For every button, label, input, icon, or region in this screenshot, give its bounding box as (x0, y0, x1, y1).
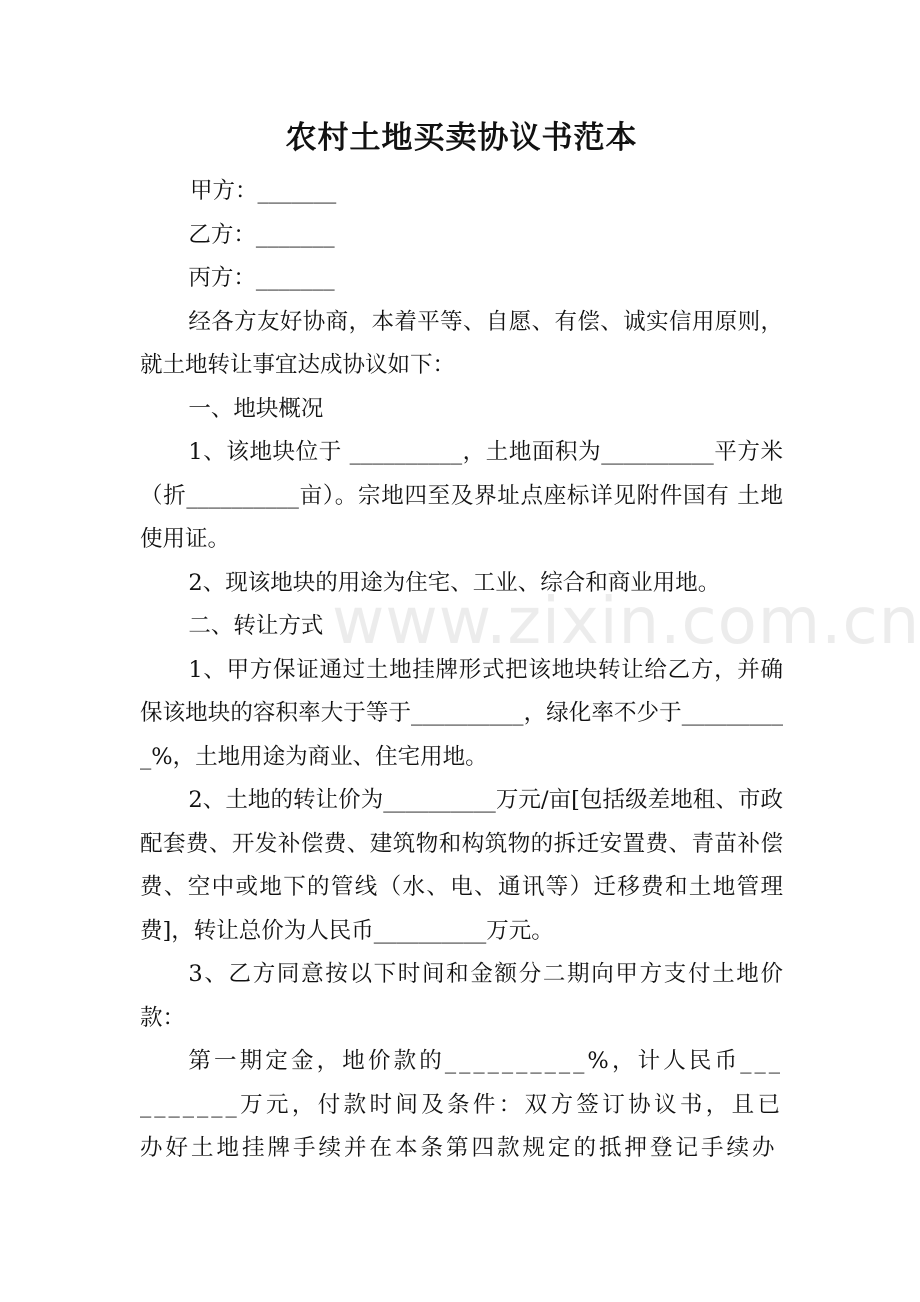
clause-first-installment: 第一期定金，地价款的__________%，计人民币__________万元，付款时间及条件：双方签订协议书，且已办好土地挂牌手续并在本条第四款规定的抵押登记手续办 (140, 1048, 783, 1161)
clause-payment-schedule: 3、乙方同意按以下时间和金额分二期向甲方支付土地价款： (140, 961, 783, 1031)
clause-transfer-price: 2、土地的转让价为__________万元/亩[包括级差地租、市政配套费、开发补偿费、建筑物和构筑物的拆迁安置费、青苗补偿费、空中或地下的管线（水、电、通讯等）迁移费和土地管理费]，转让总价为人民币__________万元。 (140, 787, 783, 944)
section-heading-transfer-method: 二、转让方式 (188, 613, 324, 639)
clause-plot-location-area: 1、该地块位于 __________，土地面积为__________平方米（折__________亩）。宗地四至及界址点座标详见附件国有 土地使用证。 (140, 439, 783, 552)
section-heading-plot-overview: 一、地块概况 (188, 395, 324, 422)
watermark: www.zixin.com.cn (332, 585, 920, 659)
party-b-line: 乙方：_______ (188, 221, 335, 248)
document-title: 农村土地买卖协议书范本 (285, 120, 638, 156)
clause-plot-usage: 2、现该地块的用途为住宅、工业、综合和商业用地。 (188, 569, 721, 596)
clause-transfer-guarantee: 1、甲方保证通过土地挂牌形式把该地块转让给乙方，并确保该地块的容积率大于等于__________，绿化率不少于__________%，土地用途为商业、住宅用地。 (140, 656, 783, 770)
party-c-line: 丙方：_______ (188, 265, 335, 291)
party-a-line: 甲方：_______ (190, 178, 337, 204)
preamble-paragraph: 经各方友好协商，本着平等、自愿、有偿、诚实信用原则，就土地转让事宜达成协议如下： (140, 308, 783, 378)
document-page (140, 108, 783, 1171)
